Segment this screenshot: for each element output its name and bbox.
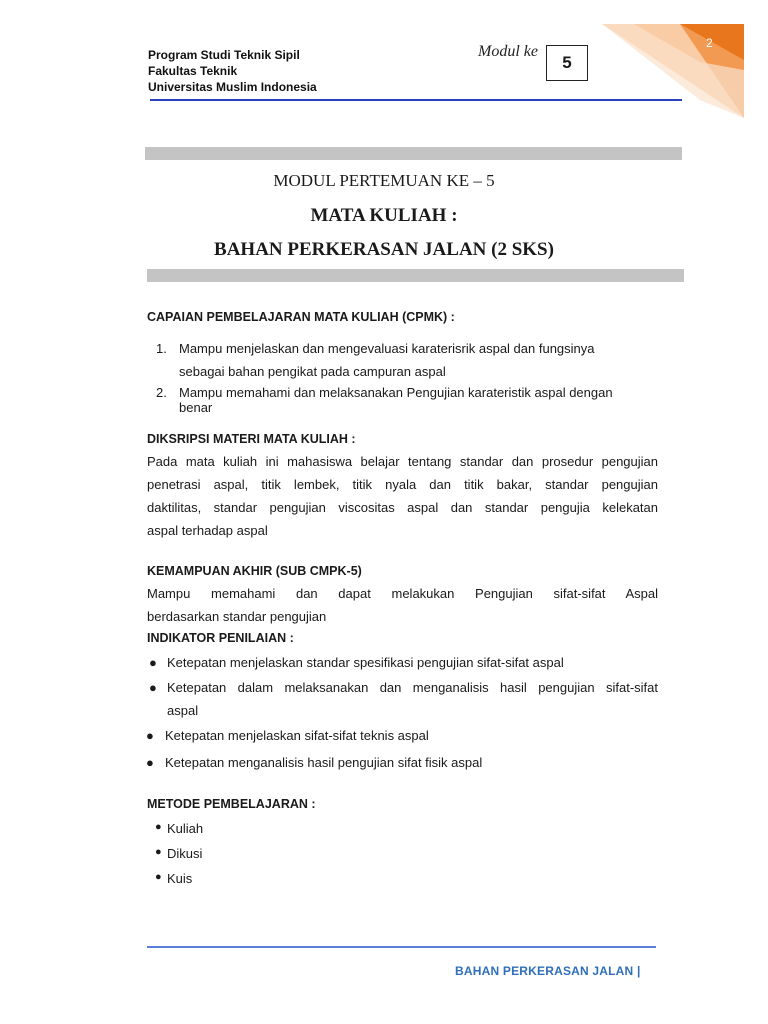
metode-item: Dikusi [167,846,203,861]
cpmk-list [156,337,658,417]
item-text [179,337,658,383]
item-text [179,385,658,415]
cpmk-heading: CAPAIAN PEMBELAJARAN MATA KULIAH (CPMK) : [147,310,455,324]
institution-line: Program Studi Teknik Sipil [148,48,300,62]
metode-heading: METODE PEMBELAJARAN : [147,797,316,811]
deskripsi-heading: DIKSRIPSI MATERI MATA KULIAH : [147,432,356,446]
modul-label: Modul ke [478,43,538,60]
header-rule [150,99,682,101]
bullet-icon: ● [155,821,162,833]
course-label: MATA KULIAH : [310,205,458,226]
paragraph-line: penetrasi aspal, titik lembek, titik nyala dan titik bakar, standar pengujian [147,477,658,492]
paragraph-line: Pada mata kuliah ini mahasiswa belajar tentang standar dan prosedur pengujian [147,454,658,469]
bullet-icon: ● [146,755,154,770]
institution-line: Universitas Muslim Indonesia [148,80,317,94]
item-number: 1. [156,341,167,356]
paragraph-line: aspal terhadap aspal [147,523,268,538]
item-line: benar [179,400,213,415]
list-item [156,381,658,417]
bullet-icon: ● [149,655,157,670]
bullet-icon: ● [146,728,154,743]
indikator-item: Ketepatan menganalisis hasil pengujian sifat fisik aspal [165,755,483,770]
institution-block [148,47,317,95]
item-line: sebagai bahan pengikat pada campuran aspal [179,364,446,379]
item-line: Mampu memahami dan melaksanakan Pengujian karateristik aspal dengan [179,385,613,400]
list-item [156,337,658,381]
indikator-item: Ketepatan menjelaskan sifat-sifat teknis aspal [165,728,429,743]
kemampuan-heading: KEMAMPUAN AKHIR (SUB CMPK-5) [147,564,362,578]
corner-decoration [0,0,768,130]
paragraph-line: berdasarkan standar pengujian [147,609,327,624]
indikator-item: Ketepatan dalam melaksanakan dan menganalisis hasil pengujian sifat-sifat [167,680,658,695]
grey-bar-top [145,147,682,160]
indikator-item-continued: aspal [167,703,199,718]
footer-rule [147,946,656,948]
bullet-icon: ● [149,680,157,695]
metode-item: Kuis [167,871,193,886]
page-number: 2 [706,36,713,50]
grey-bar-bottom [147,269,684,282]
meeting-title: MODUL PERTEMUAN KE – 5 [273,171,495,190]
metode-item: Kuliah [167,821,204,836]
course-name: BAHAN PERKERASAN JALAN (2 SKS) [214,239,554,260]
paragraph-line: daktilitas, standar pengujian viscositas aspal dan standar pengujia kelekatan [147,500,658,515]
paragraph-line: Mampu memahami dan dapat melakukan Pengujian sifat-sifat Aspal [147,586,658,601]
indikator-item: Ketepatan menjelaskan standar spesifikasi pengujian sifat-sifat aspal [167,655,564,670]
item-number: 2. [156,385,167,400]
kemampuan-paragraph [147,582,658,628]
institution-line: Fakultas Teknik [148,64,238,78]
indikator-heading: INDIKATOR PENILAIAN : [147,631,294,645]
footer-title: BAHAN PERKERASAN JALAN | [455,964,641,978]
bullet-icon: ● [155,846,162,858]
bullet-icon: ● [155,871,162,883]
item-line: Mampu menjelaskan dan mengevaluasi karaterisrik aspal dan fungsinya [179,341,595,356]
modul-number-box: 5 [546,45,588,81]
deskripsi-paragraph [147,450,658,542]
